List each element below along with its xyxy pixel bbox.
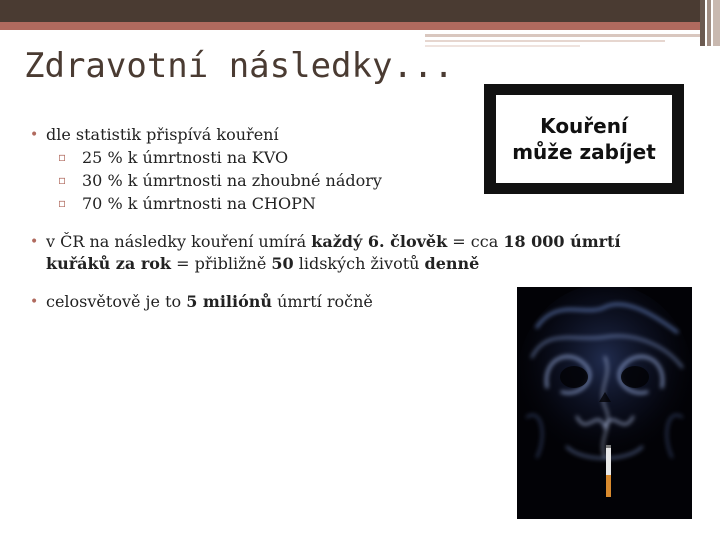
decor-line [425, 40, 665, 42]
smoke-skull-cigarette-image [517, 287, 692, 519]
bullet-text: = cca [447, 232, 504, 251]
header-bar [0, 0, 700, 22]
emphasis: 50 [271, 254, 294, 273]
bullet-text: úmrtí ročně [272, 292, 373, 311]
cigarette [606, 445, 611, 497]
sub-bullet [30, 192, 670, 215]
smoking-warning-label [484, 84, 684, 194]
bullet-text: dle statistik přispívá kouření [46, 125, 279, 144]
bullet-czech-deaths [30, 231, 646, 275]
sub-bullet-text: 30 % k úmrtnosti na zhoubné nádory [82, 171, 382, 190]
header-stripe [713, 0, 720, 46]
decor-line [425, 34, 700, 37]
emphasis: denně [424, 254, 480, 273]
warning-line-1: Kouření [540, 114, 628, 138]
warning-line-2: může zabíjet [512, 140, 656, 164]
warning-label-panel [496, 95, 672, 183]
header-stripe [700, 0, 705, 46]
smoke-skull-illustration [517, 287, 692, 519]
bullet-text: celosvětově je to [46, 292, 187, 311]
bullet-text: v ČR na následky kouření umírá [46, 232, 312, 251]
bullet-text: = přibližně [171, 254, 272, 273]
header-accent-bar [0, 22, 700, 30]
emphasis: 5 miliónů [186, 292, 273, 311]
emphasis: každý 6. člověk [311, 232, 448, 251]
bullet-text: lidských životů [293, 254, 425, 273]
emphasis: 18 000 úmrtí kuřáků za rok [46, 232, 621, 273]
sub-bullet-text: 25 % k úmrtnosti na KVO [82, 148, 289, 167]
sub-bullet-text: 70 % k úmrtnosti na CHOPN [82, 194, 316, 213]
slide-title: Zdravotní následky... [24, 46, 454, 86]
header-stripe [707, 0, 711, 46]
